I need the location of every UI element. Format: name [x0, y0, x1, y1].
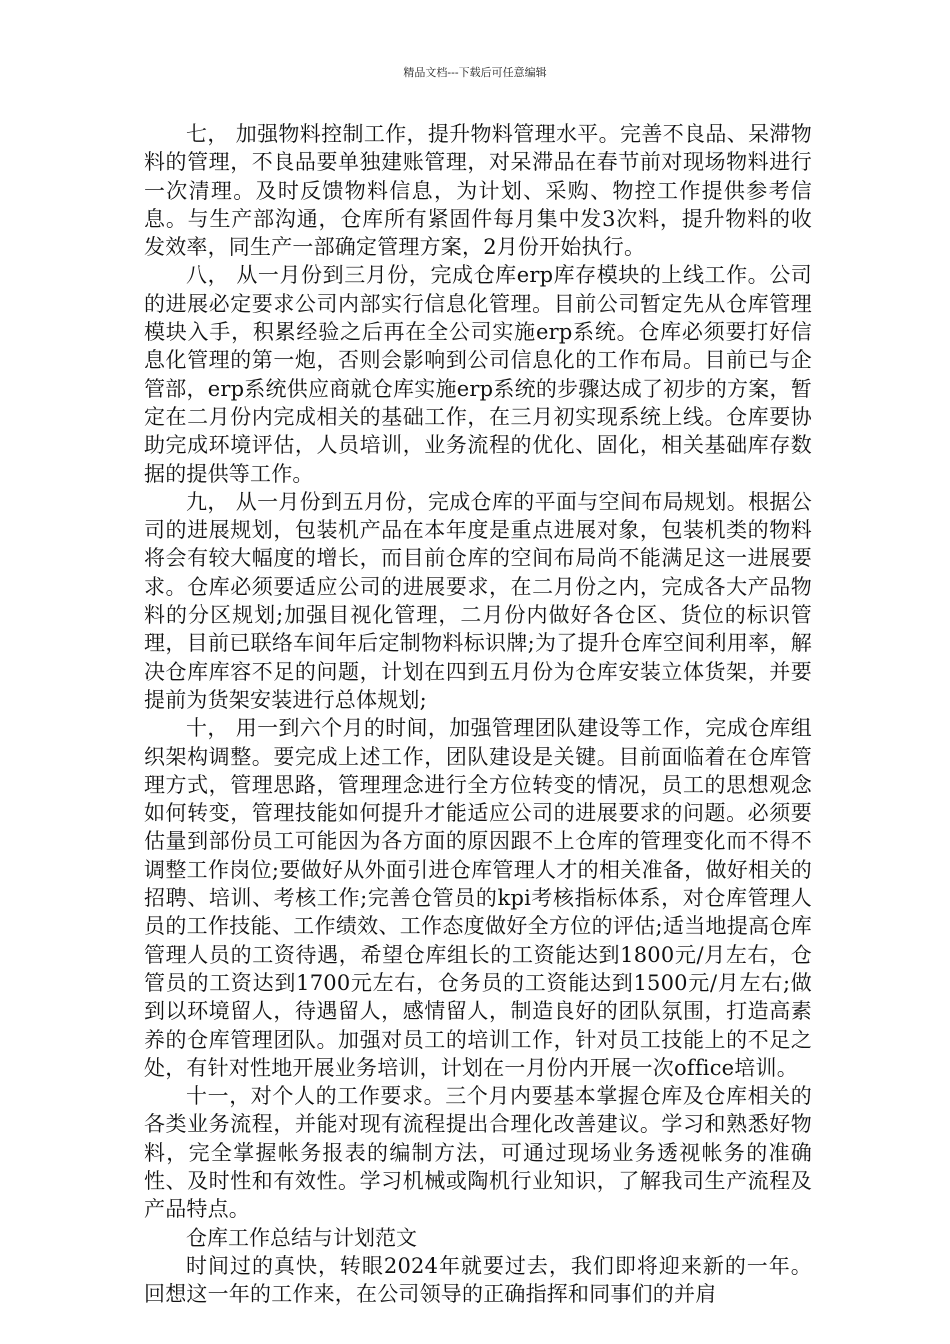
paragraph-eleven: 十一，对个人的工作要求。三个月内要基本掌握仓库及仓库相关的各类业务流程，并能对现有流程提出合理化改善建议。学习和熟悉好物料，完全掌握帐务报表的编制方法，可通过现场业务透视帐务的准确性、及时性和有效性。学习机械或陶机行业知识，了解我司生产流程及产品特点。 [144, 1084, 812, 1222]
section-subtitle: 仓库工作总结与计划范文 [186, 1225, 417, 1250]
paragraph-eight: 八， 从一月份到三月份，完成仓库erp库存模块的上线工作。公司的进展必定要求公司内部实行信息化管理。目前公司暂定先从仓库管理模块入手，积累经验之后再在全公司实施erp系统。仓库必须要打好信息化管理的第一炮，否则会影响到公司信息化的工作布局。目前已与企管部，erp系统供应商就仓库实施erp系统的步骤达成了初步的方案，暂定在二月份内完成相关的基础工作，在三月初实现系统上线。仓库要协助完成环境评估，人员培训，业务流程的优化、固化，相关基础库存数据的提供等工作。 [144, 263, 812, 486]
paragraph-ten: 十， 用一到六个月的时间，加强管理团队建设等工作，完成仓库组织架构调整。要完成上述工作，团队建设是关键。目前面临着在仓库管理方式，管理思路，管理理念进行全方位转变的情况，员工的思想观念如何转变，管理技能如何提升才能适应公司的进展要求的问题。必须要估量到部份员工可能因为各方面的原因跟不上仓库的管理变化而不得不调整工作岗位;要做好从外面引进仓库管理人才的相关准备，做好相关的招聘、培训、考核工作;完善仓管员的kpi考核指标体系，对仓库管理人员的工作技能、工作绩效、工作态度做好全方位的评估;适当地提高仓库管理人员的工资待遇，希望仓库组长的工资能达到1800元/月左右，仓管员的工资达到1700元左右，仓务员的工资能达到1500元/月左右;做到以环境留人，待遇留人，感情留人，制造良好的团队氛围，打造高素养的仓库管理团队。加强对员工的培训工作，针对员工技能上的不足之处，有针对性地开展业务培训，计划在一月份内开展一次office培训。 [144, 716, 812, 1080]
paragraph-seven: 七， 加强物料控制工作，提升物料管理水平。完善不良品、呆滞物料的管理，不良品要单独建账管理，对呆滞品在春节前对现场物料进行一次清理。及时反馈物料信息，为计划、采购、物控工作提供参考信息。与生产部沟通，仓库所有紧固件每月集中发3次料，提升物料的收发效率，同生产一部确定管理方案，2月份开始执行。 [144, 122, 812, 260]
page-header: 精品文档---下载后可任意编辑 [403, 66, 547, 79]
document-body [144, 120, 812, 1308]
paragraph-nine: 九， 从一月份到五月份，完成仓库的平面与空间布局规划。根据公司的进展规划，包装机产品在本年度是重点进展对象，包装机类的物料将会有较大幅度的增长，而目前仓库的空间布局尚不能满足这一进展要求。仓库必须要适应公司的进展要求，在二月份之内，完成各大产品物料的分区规划;加强目视化管理，二月份内做好各仓区、货位的标识管理，目前已联络车间年后定制物料标识牌;为了提升仓库空间利用率，解决仓库库容不足的问题，计划在四到五月份为仓库安装立体货架，并要提前为货架安装进行总体规划; [144, 489, 812, 712]
closing-paragraph: 时间过的真快，转眼2024年就要过去，我们即将迎来新的一年。回想这一年的工作来，在公司领导的正确指挥和同事们的并肩 [144, 1253, 812, 1307]
